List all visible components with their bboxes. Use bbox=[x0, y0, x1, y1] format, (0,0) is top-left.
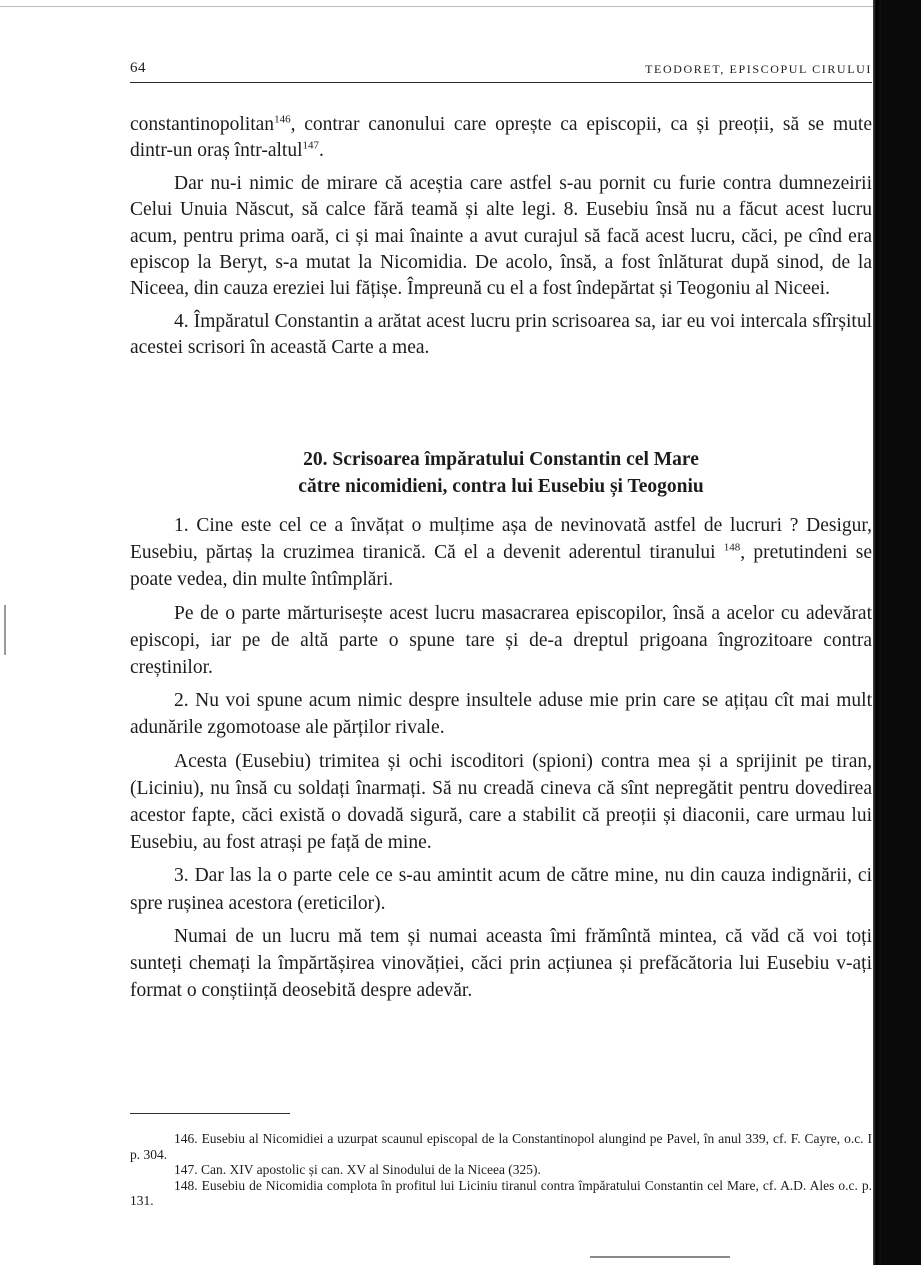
paragraph-text: . bbox=[319, 140, 324, 162]
paragraph: 4. Împăratul Constantin a arătat acest lucru prin scrisoarea sa, iar eu voi intercala sfîrșitul acestei scrisori în această Carte a mea. bbox=[130, 310, 872, 359]
paragraph-text: , contrar canonului care oprește ca episcopii, ca și preoții, să se mute dintr-un oraș într-altul bbox=[130, 114, 872, 162]
page-header bbox=[130, 60, 872, 84]
footnote-146: 146. Eusebiu al Nicomidiei a uzurpat scaunul episcopal de la Constantinopol alungind pe Pavel, în anul 339, cf. F. Cayre, o.c. I p. 304. bbox=[130, 1131, 872, 1162]
footnote-ref: 148 bbox=[723, 541, 741, 554]
paragraph-text: constantinopolitan bbox=[130, 114, 275, 135]
scan-edge-shadow bbox=[881, 0, 921, 1265]
intro-text bbox=[130, 112, 872, 368]
paragraph bbox=[130, 512, 872, 594]
footnote-ref: 147 bbox=[302, 139, 320, 152]
paragraph: 2. Nu voi spune acum nimic despre insultele aduse mie prin care se ațițau cît mai mult adunările zgomotoase ale părților rivale. bbox=[130, 690, 872, 739]
scan-left-mark bbox=[4, 605, 6, 655]
paragraph bbox=[130, 112, 872, 165]
footnote-rule bbox=[130, 1113, 290, 1114]
paragraph-text: , pretutindeni se poate vedea, din multe întîmplări. bbox=[130, 542, 872, 591]
page-number: 64 bbox=[130, 60, 146, 76]
paragraph-text: 1. Cine este cel ce a învățat o mulțime așa de nevinovată astfel de lucruri ? Desigur, Eusebiu, părtaș la cruzimea tiranică. Că el a devenit aderentul tiranului bbox=[130, 515, 872, 564]
footnote-148: 148. Eusebiu de Nicomidia complota în profitul lui Liciniu tiranul contra împăratului Constantin cel Mare, cf. A.D. Ales o.c. p. 131. bbox=[130, 1177, 872, 1209]
section-heading bbox=[130, 446, 872, 500]
paragraph: Dar nu-i nimic de mirare că aceștia care astfel s-au pornit cu furie contra dumnezeirii Celui Unuia Născut, să calce fără teamă și alte legi. 8. Eusebiu însă nu a făcut acest lucru acum, pentru prima oară, ci și mai înainte a avut curajul să facă acest lucru, căci, pe cînd era episcop la Beryt, s-a mutat la Nicomidia. De acolo, însă, a fost înlăturat după sinod, de la Niceea, din cauza ereziei lui fățișe. Împreună cu el a fost îndepărtat și Teogoniu al Niceei. bbox=[130, 172, 872, 300]
paragraph: Acesta (Eusebiu) trimitea și ochi iscoditori (spioni) contra mea și a sprijinit pe tiran, (Liciniu), nu însă cu soldați înarmați. Să nu creadă cineva că sînt nepregătit pentru dovedirea acestor fapte, căci există o dovadă sigură, care a stabilit că preoții și diaconii, care urmau lui Eusebiu, au fost atrași pe față de mine. bbox=[130, 750, 872, 854]
section-heading-line: 20. Scrisoarea împăratului Constantin cel Mare bbox=[303, 449, 699, 470]
footnote-147: 147. Can. XIV apostolic și can. XV al Sinodului de la Niceea (325). bbox=[174, 1162, 541, 1178]
paragraph: Numai de un lucru mă tem și numai aceasta îmi frămîntă mintea, că văd că voi toți sunteți chemați la împărtășirea vinovăției, căci prin acțiunea și prefăcătoria lui Eusebiu v-ați format o conștiință deosebită despre adevăr. bbox=[130, 925, 872, 1002]
section-text bbox=[130, 512, 872, 1010]
footnote-ref: 146 bbox=[274, 113, 291, 126]
scan-edge-line bbox=[873, 0, 881, 1265]
paragraph: 3. Dar las la o parte cele ce s-au amintit acum de către mine, nu din cauza indignării, ci spre rușinea acestora (ereticilor). bbox=[130, 865, 872, 914]
footnotes bbox=[130, 1131, 872, 1209]
paragraph: Pe de o parte mărturisește acest lucru masacrarea episcopilor, însă a acelor cu adevărat episcopi, iar pe de altă parte o spune tare și de-a dreptul prigoana îngrozitoare contra creștinilor. bbox=[130, 602, 872, 679]
scan-top-line bbox=[0, 6, 873, 7]
section-heading-line: către nicomidieni, contra lui Eusebiu și Teogoniu bbox=[298, 476, 704, 497]
header-rule bbox=[130, 82, 872, 83]
scan-bottom-mark bbox=[590, 1256, 730, 1258]
running-head: TEODORET, EPISCOPUL CIRULUI bbox=[645, 62, 872, 76]
